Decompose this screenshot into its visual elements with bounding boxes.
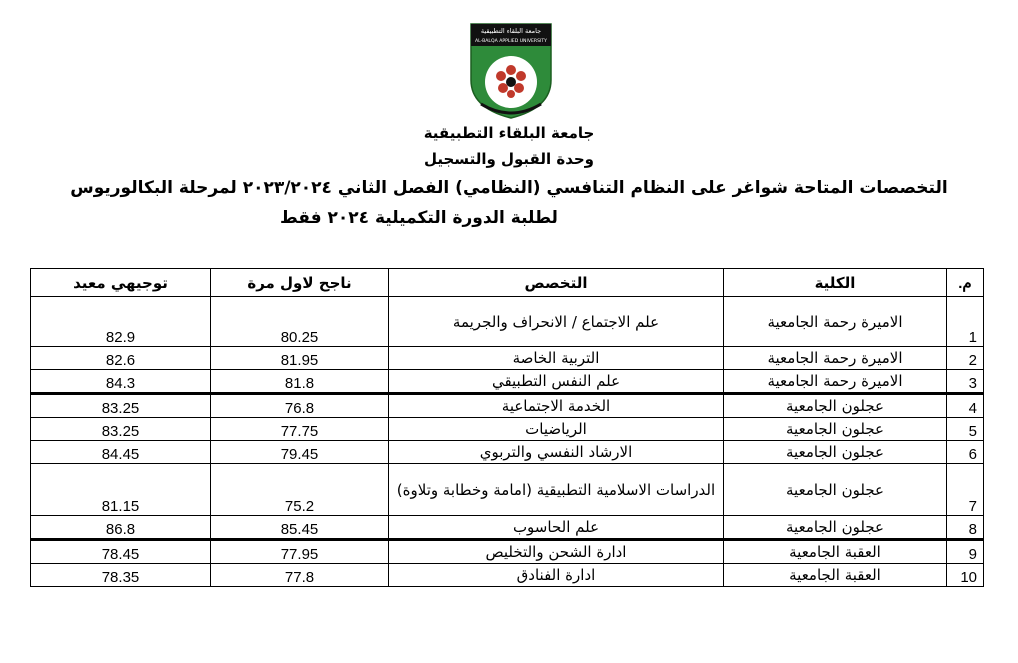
cell-faculty: عجلون الجامعية bbox=[724, 394, 947, 418]
table-row bbox=[31, 297, 984, 347]
unit-name: وحدة القبول والتسجيل bbox=[423, 150, 595, 168]
header-repeat: توجيهي معيد bbox=[31, 269, 211, 297]
cell-repeat: 84.45 bbox=[31, 441, 211, 464]
cell-num: 3 bbox=[947, 370, 984, 394]
cell-faculty: عجلون الجامعية bbox=[724, 516, 947, 540]
cell-num: 5 bbox=[947, 418, 984, 441]
cell-first-time: 77.75 bbox=[211, 418, 389, 441]
cell-major: ادارة الشحن والتخليص bbox=[389, 540, 724, 564]
cell-major: الارشاد النفسي والتربوي bbox=[389, 441, 724, 464]
cell-major: الخدمة الاجتماعية bbox=[389, 394, 724, 418]
cell-repeat: 78.45 bbox=[31, 540, 211, 564]
header-num: م. bbox=[947, 269, 984, 297]
cell-first-time: 81.95 bbox=[211, 347, 389, 370]
cell-faculty: عجلون الجامعية bbox=[724, 464, 947, 516]
page-title: التخصصات المتاحة شواغر على النظام التنافسي (النظامي) الفصل الثاني ٢٠٢٣/٢٠٢٤ لمرحلة البكالوريوس bbox=[70, 178, 948, 198]
cell-num: 8 bbox=[947, 516, 984, 540]
cell-major: علم الاجتماع / الانحراف والجريمة bbox=[389, 297, 724, 347]
cell-repeat: 78.35 bbox=[31, 564, 211, 587]
cell-faculty: العقبة الجامعية bbox=[724, 564, 947, 587]
cell-num: 10 bbox=[947, 564, 984, 587]
header-first-time: ناجح لاول مرة bbox=[211, 269, 389, 297]
cell-first-time: 75.2 bbox=[211, 464, 389, 516]
cell-num: 4 bbox=[947, 394, 984, 418]
cell-first-time: 76.8 bbox=[211, 394, 389, 418]
cell-major: الرياضيات bbox=[389, 418, 724, 441]
cell-faculty: الاميرة رحمة الجامعية bbox=[724, 297, 947, 347]
table-row bbox=[31, 370, 984, 394]
cell-first-time: 79.45 bbox=[211, 441, 389, 464]
cell-num: 6 bbox=[947, 441, 984, 464]
logo-text-en: AL-BALQA APPLIED UNIVERSITY bbox=[475, 39, 547, 44]
table-row bbox=[31, 564, 984, 587]
cell-first-time: 80.25 bbox=[211, 297, 389, 347]
cell-repeat: 82.6 bbox=[31, 347, 211, 370]
university-logo bbox=[467, 22, 555, 120]
cell-num: 1 bbox=[947, 297, 984, 347]
cell-first-time: 77.8 bbox=[211, 564, 389, 587]
table-row bbox=[31, 418, 984, 441]
table-row bbox=[31, 441, 984, 464]
cell-major: علم الحاسوب bbox=[389, 516, 724, 540]
table-row bbox=[31, 394, 984, 418]
cell-repeat: 83.25 bbox=[31, 394, 211, 418]
cell-first-time: 85.45 bbox=[211, 516, 389, 540]
cell-faculty: العقبة الجامعية bbox=[724, 540, 947, 564]
page-subtitle: لطلبة الدورة التكميلية ٢٠٢٤ فقط bbox=[280, 208, 558, 228]
cell-num: 7 bbox=[947, 464, 984, 516]
table-row bbox=[31, 516, 984, 540]
cell-major: الدراسات الاسلامية التطبيقية (امامة وخطابة وتلاوة) bbox=[389, 464, 724, 516]
table-row bbox=[31, 347, 984, 370]
cell-repeat: 83.25 bbox=[31, 418, 211, 441]
cell-first-time: 81.8 bbox=[211, 370, 389, 394]
table-row bbox=[31, 540, 984, 564]
table-row bbox=[31, 464, 984, 516]
cell-repeat: 81.15 bbox=[31, 464, 211, 516]
cell-repeat: 82.9 bbox=[31, 297, 211, 347]
cell-num: 2 bbox=[947, 347, 984, 370]
cell-num: 9 bbox=[947, 540, 984, 564]
cell-major: علم النفس التطبيقي bbox=[389, 370, 724, 394]
header-major: التخصص bbox=[389, 269, 724, 297]
cell-major: ادارة الفنادق bbox=[389, 564, 724, 587]
table-header-row bbox=[31, 269, 984, 297]
cell-faculty: الاميرة رحمة الجامعية bbox=[724, 347, 947, 370]
cell-faculty: عجلون الجامعية bbox=[724, 418, 947, 441]
cell-first-time: 77.95 bbox=[211, 540, 389, 564]
header-faculty: الكلية bbox=[724, 269, 947, 297]
cell-major: التربية الخاصة bbox=[389, 347, 724, 370]
cell-repeat: 86.8 bbox=[31, 516, 211, 540]
logo-text-ar: جامعة البلقاء التطبيقية bbox=[480, 27, 542, 35]
cell-faculty: عجلون الجامعية bbox=[724, 441, 947, 464]
majors-table bbox=[30, 268, 984, 587]
university-name: جامعة البلقاء التطبيقية bbox=[423, 124, 595, 142]
cell-faculty: الاميرة رحمة الجامعية bbox=[724, 370, 947, 394]
cell-repeat: 84.3 bbox=[31, 370, 211, 394]
